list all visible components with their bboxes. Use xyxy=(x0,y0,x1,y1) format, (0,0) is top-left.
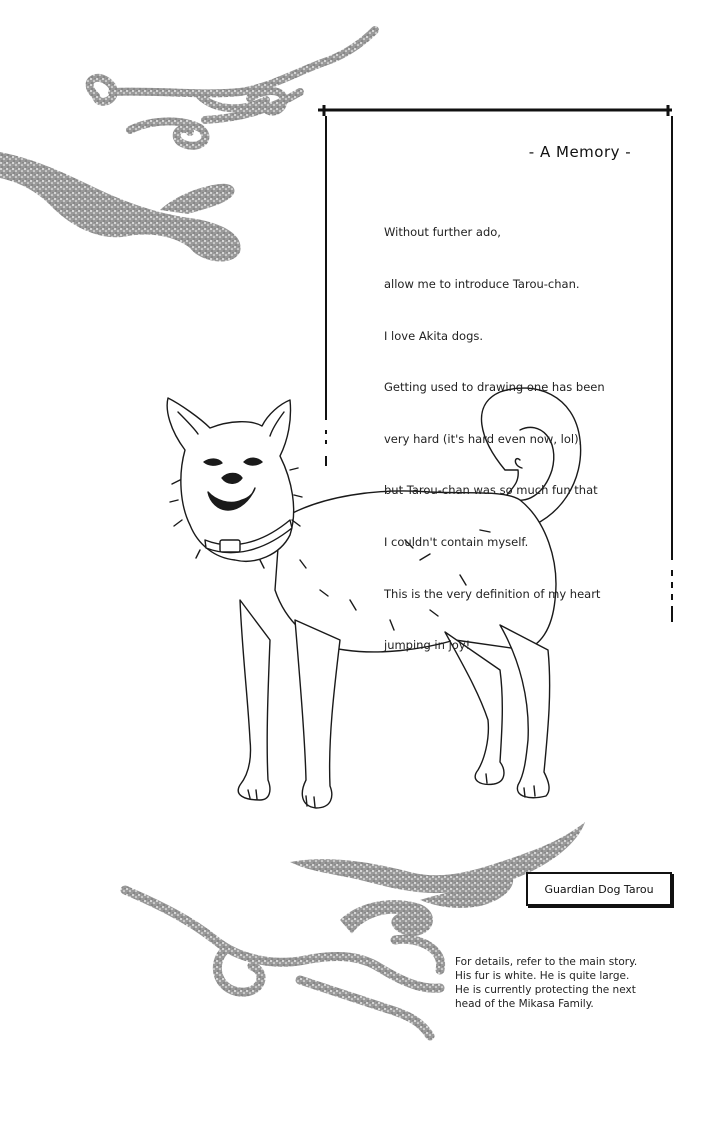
memory-title: - A Memory - xyxy=(528,143,632,161)
dog-left-eye xyxy=(204,459,222,465)
detail-line: head of the Mikasa Family. xyxy=(455,998,594,1010)
memory-line: allow me to introduce Tarou-chan. xyxy=(384,277,580,292)
memory-line: This is the very definition of my heart xyxy=(384,586,601,601)
memory-line: I couldn't contain myself. xyxy=(384,535,529,550)
cloud-left xyxy=(0,152,241,262)
dog-nose xyxy=(222,474,242,484)
detail-line: He is currently protecting the next xyxy=(455,984,636,996)
dog-right-eye xyxy=(244,458,262,465)
memory-line: jumping in joy! xyxy=(384,638,471,653)
character-details xyxy=(455,955,715,1011)
memory-line: Getting used to drawing one has been xyxy=(384,380,605,395)
detail-line: For details, refer to the main story. xyxy=(455,956,638,968)
character-name-text: Guardian Dog Tarou xyxy=(544,882,654,896)
dog-front-left-leg xyxy=(238,600,270,800)
detail-line: His fur is white. He is quite large. xyxy=(455,970,630,982)
dog-front-right-leg xyxy=(295,620,340,808)
cloud-top-left xyxy=(90,30,375,146)
memory-line: Without further ado, xyxy=(384,225,501,240)
memory-text-block xyxy=(384,190,654,672)
collar-buckle xyxy=(220,540,240,552)
memory-line: but Tarou-chan was so much fun that xyxy=(384,483,598,498)
memory-line: I love Akita dogs. xyxy=(384,328,484,343)
character-name-label xyxy=(526,872,672,906)
memory-line: very hard (it's hard even now, lol), xyxy=(384,431,583,446)
